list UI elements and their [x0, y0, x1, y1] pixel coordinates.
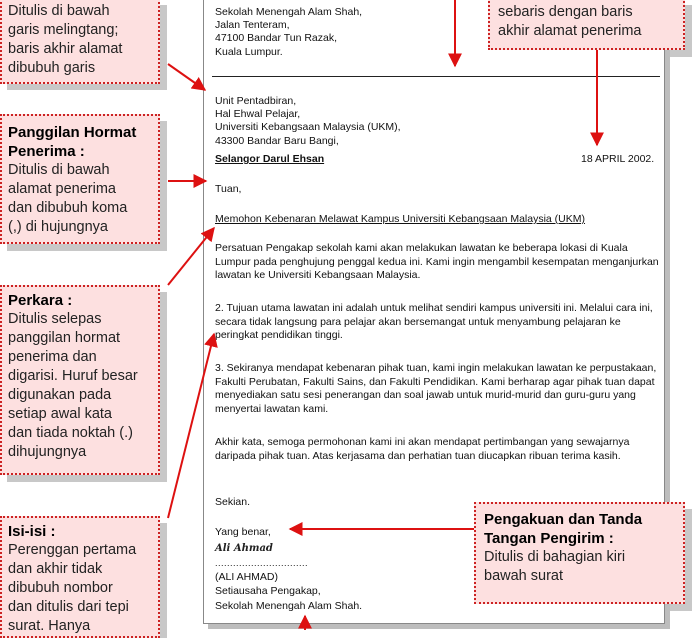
- callout-line: dan dibubuh koma: [8, 200, 128, 216]
- salutation: Tuan,: [215, 183, 242, 195]
- callout-line: dihujungnya: [8, 444, 87, 460]
- callout-line: Perenggan pertama: [8, 542, 137, 558]
- callout-line: bawah surat: [484, 568, 563, 584]
- callout-line: digarisi. Huruf besar: [8, 368, 138, 384]
- callout-line: alamat penerima: [8, 181, 116, 197]
- signature: Ali Ahmad: [215, 543, 273, 554]
- callout-line: (,) di hujungnya: [8, 219, 108, 235]
- callout-title: Perkara :: [8, 292, 73, 309]
- callout-line: dan ditulis dari tepi: [8, 599, 129, 615]
- callout-line: dibubuh garis: [8, 60, 96, 76]
- callout-line: Ditulis di bahagian kiri: [484, 549, 626, 565]
- callout-tarikh: [488, 0, 685, 50]
- callout-line: penerima dan: [8, 349, 97, 365]
- callout-perkara: [0, 285, 160, 475]
- sender-line: Sekolah Menengah Alam Shah,: [215, 6, 363, 18]
- callout-line: Ditulis di bawah: [8, 3, 110, 19]
- callout-line: setiap awal kata: [8, 406, 112, 422]
- recipient-line: Universiti Kebangsaan Malaysia (UKM),: [215, 121, 401, 133]
- recipient-state: Selangor Darul Ehsan: [215, 153, 325, 165]
- callout-line: digunakan pada: [8, 387, 112, 403]
- paragraph-1: Persatuan Pengakap sekolah kami akan melakukan lawatan ke beberapa lokasi di Kuala Lumpur pada penghujung penggal kedua ini. Kami ingin mengambil kesempatan menganjurkan lawatan ke Universiti Kebangsaan Malaysia.: [215, 242, 659, 281]
- callout-line: surat. Hanya: [8, 618, 91, 634]
- callout-title: Tangan Pengirim :: [484, 530, 614, 547]
- sender-line: Jalan Tenteram,: [215, 19, 290, 31]
- callout-line: dan tiada noktah (.): [8, 425, 133, 441]
- paragraph-3: 3. Sekiranya mendapat kebenaran pihak tuan, kami ingin melakukan lawatan ke perpustakaan, Fakulti Perubatan, Fakulti Sains, dan Fakulti Pendidikan. Kami berharap agar pihak tuan dapat menyediakan satu sesi penerangan dan soal jawab untuk murid-murid dan guru-guru yang menyertai lawatan kami.: [215, 362, 657, 415]
- signer-line: Setiausaha Pengakap,: [215, 585, 321, 597]
- callout-title: Penerima :: [8, 143, 85, 160]
- callout-alamat: [0, 0, 160, 84]
- signer-line: (ALI AHMAD): [215, 571, 279, 583]
- recipient-line: 43300 Bandar Baru Bangi,: [215, 135, 339, 147]
- callout-line: baris akhir alamat: [8, 41, 123, 57]
- letter-date: 18 APRIL 2002.: [581, 153, 655, 165]
- callout-title: Panggilan Hormat: [8, 124, 137, 141]
- callout-line: Ditulis selepas: [8, 311, 102, 327]
- closing-yang-benar: Yang benar,: [215, 526, 271, 538]
- callout-panggilan: [0, 114, 160, 244]
- callout-isi: [0, 516, 160, 638]
- callout-title: Isi-isi :: [8, 523, 56, 540]
- callout-title: Pengakuan dan Tanda: [484, 511, 643, 528]
- recipient-line: Unit Pentadbiran,: [215, 95, 297, 107]
- callout-pengakuan: [474, 502, 685, 604]
- callout-line: dan akhir tidak: [8, 561, 103, 577]
- callout-line: Ditulis di bawah: [8, 162, 110, 178]
- horizontal-rule: [212, 76, 660, 77]
- paragraph-4: Akhir kata, semoga permohonan kami ini akan mendapat pertimbangan yang sewajarnya daripada pihak tuan. Atas kerjasama dan perhatian tuan diucapkan ribuan terima kasih.: [215, 436, 630, 462]
- signer-line: Sekolah Menengah Alam Shah.: [215, 600, 363, 612]
- closing-sekian: Sekian.: [215, 496, 251, 508]
- callout-line: garis melingtang;: [8, 22, 119, 38]
- sender-line: Kuala Lumpur.: [215, 46, 283, 58]
- signature-dots: ...............................: [215, 558, 309, 568]
- recipient-line: Hal Ehwal Pelajar,: [215, 108, 301, 120]
- callout-line: akhir alamat penerima: [498, 23, 642, 39]
- callout-line: dibubuh nombor: [8, 580, 113, 596]
- sender-line: 47100 Bandar Tun Razak,: [215, 32, 338, 44]
- subject-line: Memohon Kebenaran Melawat Kampus Universiti Kebangsaan Malaysia (UKM): [215, 213, 586, 225]
- paragraph-2: 2. Tujuan utama lawatan ini adalah untuk melihat sendiri kampus universiti ini. Melalui cara ini, secara tidak langsung para pelajar akan bersemangat untuk menyambung pelajaran ke peringkat pendidikan tinggi.: [215, 302, 653, 341]
- callout-line: sebaris dengan baris: [498, 4, 633, 20]
- arrow-to-address: [168, 64, 205, 90]
- callout-line: panggilan hormat: [8, 330, 121, 346]
